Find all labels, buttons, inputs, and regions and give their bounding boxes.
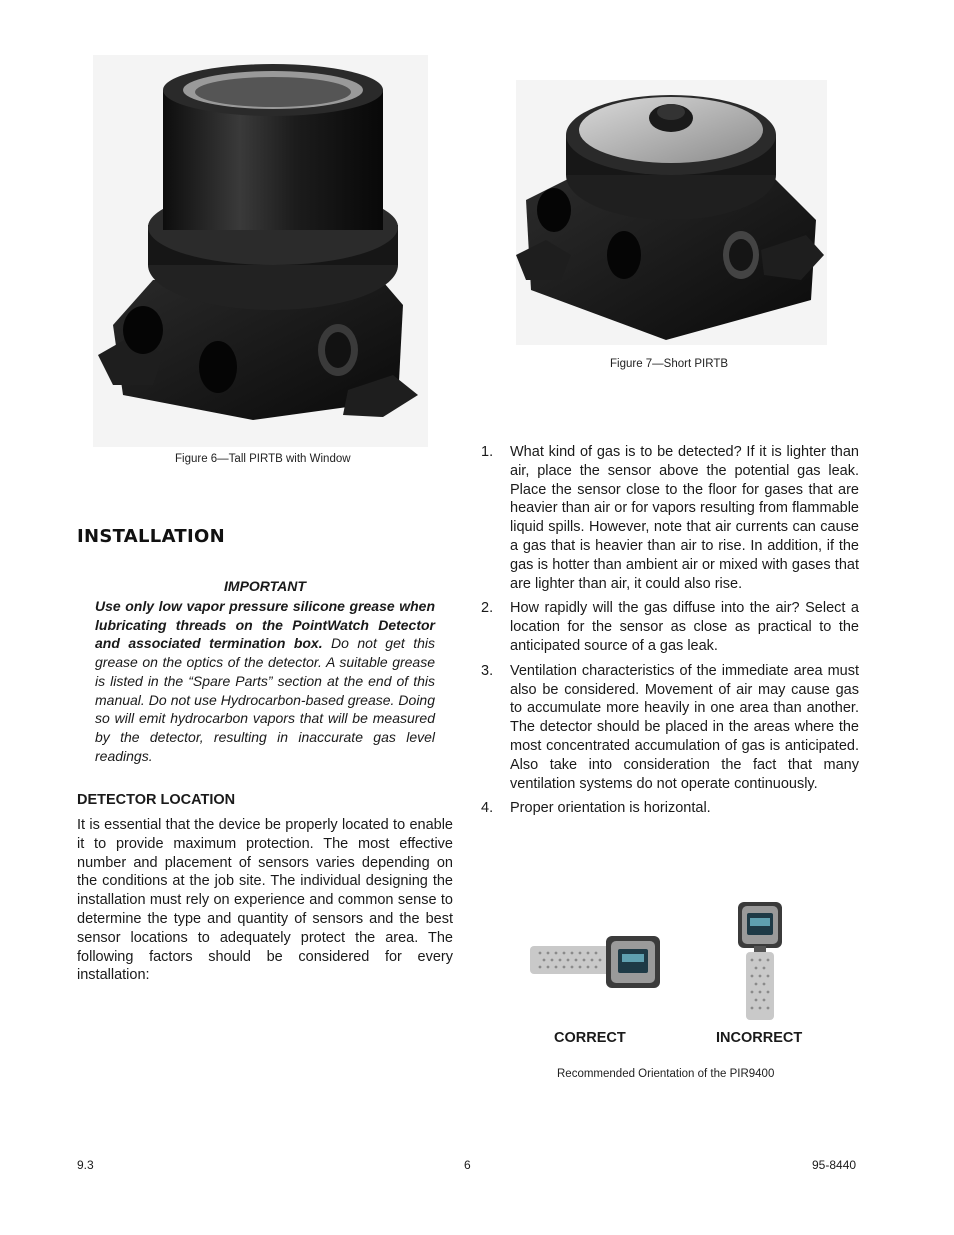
- location-factors-list: [481, 443, 859, 824]
- list-item: [481, 662, 859, 794]
- footer-revision: 9.3: [77, 1158, 94, 1172]
- important-bold-text: Use only low vapor pressure silicone grease when lubricating threads on the PointWatch Detector and associated termination box.: [95, 598, 435, 652]
- list-item-number: 3.: [481, 662, 494, 679]
- important-title: IMPORTANT: [224, 578, 306, 594]
- important-rest-text: Do not get this grease on the optics of the detector. A suitable grease is listed in the “Spare Parts” section at the end of this manual. Do not use Hydrocarbon-based grease. Doing so will emit hydrocarbon vapors that will be measured by the detector, resulting in inaccurate gas level readings.: [95, 635, 435, 764]
- list-item: [481, 799, 859, 818]
- figure-6-caption: Figure 6—Tall PIRTB with Window: [175, 453, 351, 465]
- detector-location-heading: DETECTOR LOCATION: [77, 792, 236, 808]
- orientation-caption: Recommended Orientation of the PIR9400: [557, 1068, 775, 1080]
- list-item: [481, 599, 859, 655]
- important-notice: [95, 597, 435, 765]
- list-item-number: 4.: [481, 800, 494, 817]
- figure-7-caption: Figure 7—Short PIRTB: [610, 358, 729, 370]
- tall-pirtb-photo: [93, 55, 428, 447]
- list-item-text: Proper orientation is horizontal.: [510, 800, 711, 817]
- incorrect-label: INCORRECT: [716, 1030, 803, 1046]
- list-item-text: Ventilation characteristics of the immediate area must also be considered. Movement of air may cause gas to accumulate more heavily in one area than another. The detector should be placed in the areas where the most concentrated accumulation of gas is anticipated. Also take into consideration the fact that many ventilation systems do not operate continuously.: [510, 662, 859, 792]
- list-item-text: What kind of gas is to be detected? If it is lighter than air, place the sensor above the potential gas leak. Place the sensor close to the floor for gases that are heavier than air or for vapors resulting from flammable liquid spills. However, note that air currents can cause a gas that is heavier than air to rise. In addition, if the gas is hotter than ambient air or mixed with gases that are lighter than air, it could also rise.: [510, 444, 859, 592]
- short-pirtb-photo: [516, 80, 827, 345]
- correct-orientation-photo: [530, 932, 662, 990]
- list-item: [481, 443, 859, 593]
- incorrect-orientation-photo: [736, 900, 784, 1022]
- page-number: 6: [464, 1158, 471, 1172]
- list-item-text: How rapidly will the gas diffuse into the air? Select a location for the sensor as close as practical to the anticipated source of a gas leak.: [510, 600, 859, 654]
- installation-heading: INSTALLATION: [77, 526, 225, 547]
- list-item-number: 1.: [481, 444, 494, 460]
- list-item-number: 2.: [481, 600, 494, 617]
- detector-location-paragraph: It is essential that the device be properly located to enable it to provide maximum protection. The most effective number and placement of sensors varies depending on the conditions at the job site. The individual designing the installation must rely on experience and common sense to determine the type and quantity of sensors and the best sensor locations to adequately protect the area. The following factors should be considered for every installation:: [77, 817, 453, 984]
- correct-label: CORRECT: [554, 1030, 626, 1046]
- document-number: 95-8440: [812, 1158, 857, 1172]
